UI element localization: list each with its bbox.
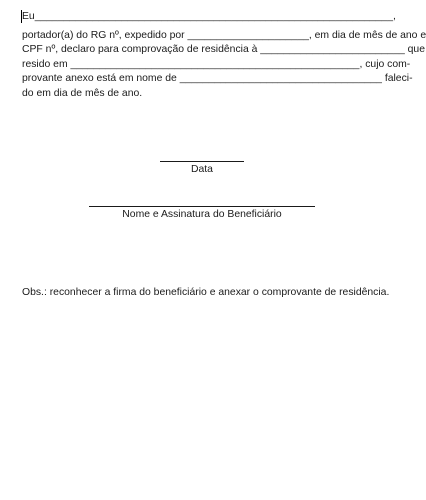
declaration-line-2: portador(a) do RG nº, expedido por _____________________, em dia de mês de ano e [22,30,426,41]
declaration-line-4: resido em __________________________________________________, cujo com- [22,59,411,70]
declaration-line-5: provante anexo está em nome de ___________________________________ faleci- [22,73,413,84]
beneficiary-signature-label: Nome e Assinatura do Beneficiário [122,209,282,220]
date-signature-line [160,161,244,162]
declaration-line-1: Eu______________________________________________________________, [22,11,396,22]
declaration-line-3: CPF nº, declaro para comprovação de residência à _________________________ que [22,44,425,55]
observation-note: Obs.: reconhecer a firma do beneficiário e anexar o comprovante de residência. [22,287,390,298]
date-label: Data [191,164,213,175]
declaration-line-6: do em dia de mês de ano. [22,88,143,99]
beneficiary-signature-line [89,206,315,207]
